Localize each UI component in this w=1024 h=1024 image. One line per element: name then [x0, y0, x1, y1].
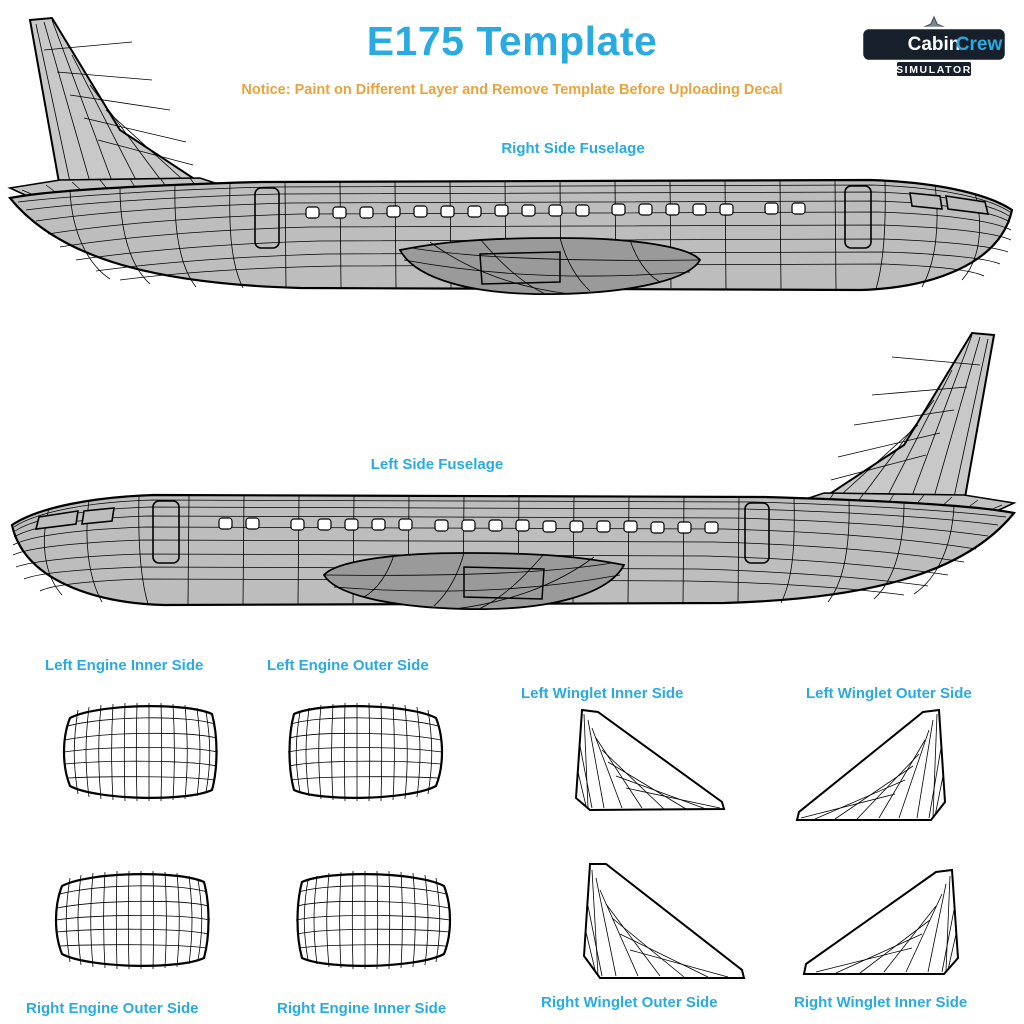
logo-word-cabin: Cabin [907, 34, 961, 55]
label-left-winglet-inner: Left Winglet Inner Side [521, 685, 684, 702]
left-winglet-inner-drawing [546, 706, 731, 821]
left-engine-outer-drawing [280, 696, 450, 808]
right-engine-outer-drawing [48, 864, 218, 976]
right-winglet-inner-drawing [796, 868, 986, 983]
right-winglet-outer-drawing [560, 860, 755, 985]
notice-text: Notice: Paint on Different Layer and Remove Template Before Uploading Decal [241, 82, 783, 98]
left-side-fuselage-drawing [0, 325, 1024, 625]
label-right-engine-inner: Right Engine Inner Side [277, 1000, 447, 1017]
left-engine-inner-drawing [56, 696, 226, 808]
label-left-engine-outer: Left Engine Outer Side [267, 657, 429, 674]
label-left-side-fuselage: Left Side Fuselage [370, 456, 504, 473]
label-right-side-fuselage: Right Side Fuselage [501, 140, 645, 157]
label-left-engine-inner: Left Engine Inner Side [45, 657, 204, 674]
left-winglet-outer-drawing [790, 706, 975, 831]
label-right-winglet-inner: Right Winglet Inner Side [794, 994, 968, 1011]
logo-word-crew: Crew [955, 34, 1003, 55]
right-side-fuselage-drawing [0, 10, 1024, 310]
page-title: E175 Template [366, 18, 658, 64]
label-right-engine-outer: Right Engine Outer Side [26, 1000, 199, 1017]
logo-word-simulator: SIMULATOR [896, 64, 972, 76]
right-engine-inner-drawing [288, 864, 458, 976]
label-right-winglet-outer: Right Winglet Outer Side [541, 994, 718, 1011]
label-left-winglet-outer: Left Winglet Outer Side [806, 685, 972, 702]
